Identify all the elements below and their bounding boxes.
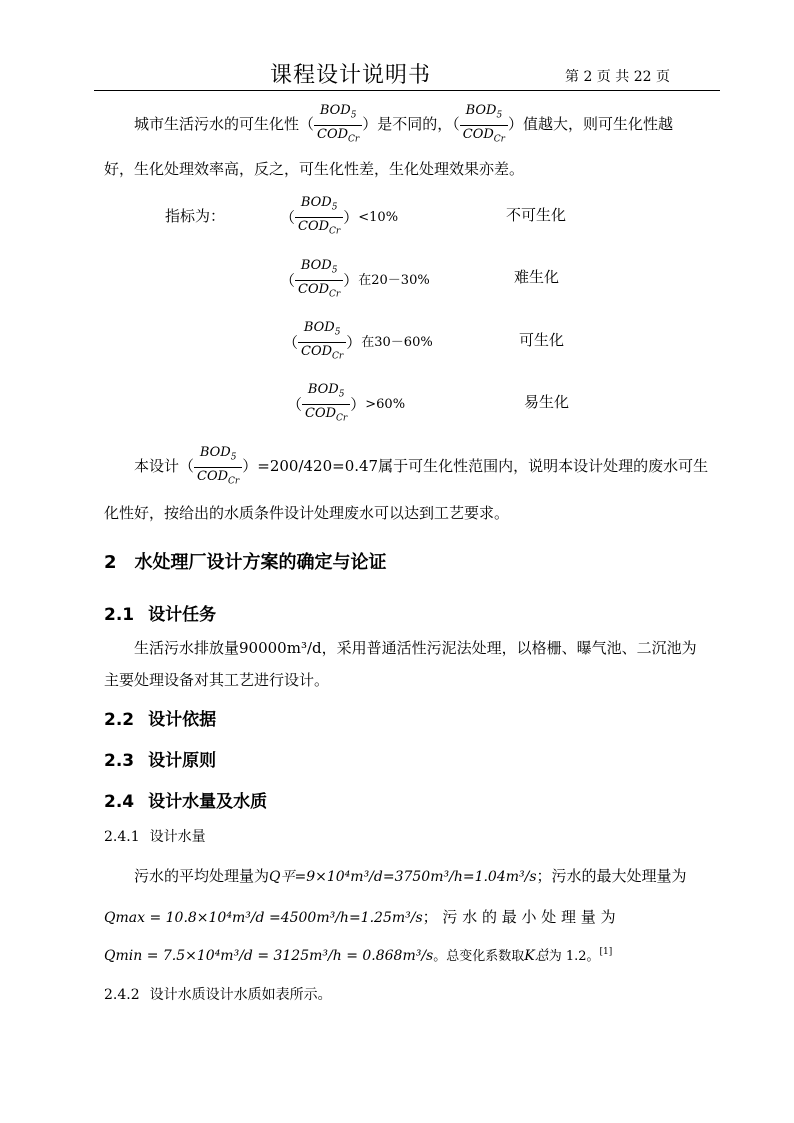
s21-line-2: 主要处理设备对其工艺进行设计。	[104, 671, 330, 689]
reference-mark: [1]	[599, 947, 613, 957]
bod-cod-fraction: $\frac{BOD_5}{COD_{Cr}}$	[298, 319, 346, 365]
section-heading: 2 水处理厂设计方案的确定与论证	[104, 552, 387, 573]
subsection-heading: 2.2 设计依据	[104, 710, 217, 730]
indicator-result: 可生化	[519, 331, 565, 349]
page-title: 课程设计说明书	[270, 63, 432, 88]
flow-line-3: Qmin = 7.5×10⁴m³/d = 3125m³/h = 0.868m³/s。总变化系数取K总为 1.2。[1]	[104, 947, 613, 964]
indicator-result: 易生化	[524, 393, 570, 411]
k-symbol: K总	[524, 948, 549, 964]
indicators-label: 指标为：	[165, 207, 226, 225]
bod-cod-fraction: $\frac{BOD_5}{COD_{Cr}}$	[295, 194, 343, 240]
indicator-row: （ $\frac{BOD_5}{COD_{Cr}}$ ）<10%	[280, 194, 398, 240]
indicator-result: 难生化	[514, 268, 560, 286]
design-ratio-line-2: 化性好，按给出的水质条件设计处理废水可以达到工艺要求。	[104, 504, 510, 522]
page-number: 第 2 页 共 22 页	[565, 69, 670, 85]
subsubsection-heading: 2.4.1 设计水量	[104, 829, 206, 845]
intro-line-1: 城市生活污水的可生化性（ $\frac{BOD_5}{COD_{Cr}}$ ）是不同的，（ $\frac{BOD_5}{COD_{Cr}}$ ）值越大，则可生化性越	[134, 102, 673, 148]
min-flow-formula: Qmin = 7.5×10⁴m³/d = 3125m³/h = 0.868m³/s	[104, 948, 434, 964]
avg-flow-formula: Q平=9×10⁴m³/d=3750m³/h=1.04m³/s	[269, 869, 537, 885]
max-flow-formula: Qmax = 10.8×10⁴m³/d =4500m³/h=1.25m³/s	[104, 910, 423, 926]
indicator-result: 不可生化	[506, 206, 567, 224]
subsection-heading: 2.4 设计水量及水质	[104, 792, 268, 812]
intro-line-2: 好，生化处理效率高，反之，可生化性差，生化处理效果亦差。	[104, 160, 525, 178]
bod-cod-fraction: $\frac{BOD_5}{COD_{Cr}}$	[460, 102, 508, 148]
flow-line-1: 污水的平均处理量为Q平=9×10⁴m³/d=3750m³/h=1.04m³/s；污水的最大处理量为	[134, 867, 687, 885]
indicator-row: （ $\frac{BOD_5}{COD_{Cr}}$ ）>60%	[287, 381, 405, 427]
subsection-heading: 2.1 设计任务	[104, 605, 217, 625]
indicator-row: （ $\frac{BOD_5}{COD_{Cr}}$ ）在20－30%	[280, 257, 430, 303]
flow-line-2: Qmax = 10.8×10⁴m³/d =4500m³/h=1.25m³/s； 污 水 的 最 小 处 理 量 为	[104, 908, 616, 926]
header-divider	[94, 90, 720, 91]
subsubsection-heading: 2.4.2 设计水质设计水质如表所示。	[104, 987, 332, 1003]
design-ratio-line-1: 本设计（ $\frac{BOD_5}{COD_{Cr}}$ ）=200/420=0.47属于可生化性范围内，说明本设计处理的废水可生	[134, 444, 708, 490]
s21-line-1: 生活污水排放量90000m³/d，采用普通活性污泥法处理，以格栅、曝气池、二沉池为	[134, 639, 697, 657]
bod-cod-fraction: $\frac{BOD_5}{COD_{Cr}}$	[194, 444, 242, 490]
subsection-heading: 2.3 设计原则	[104, 751, 217, 771]
indicator-row: （ $\frac{BOD_5}{COD_{Cr}}$ ）在30－60%	[283, 319, 433, 365]
bod-cod-fraction: $\frac{BOD_5}{COD_{Cr}}$	[314, 102, 362, 148]
bod-cod-fraction: $\frac{BOD_5}{COD_{Cr}}$	[295, 257, 343, 303]
bod-cod-fraction: $\frac{BOD_5}{COD_{Cr}}$	[302, 381, 350, 427]
